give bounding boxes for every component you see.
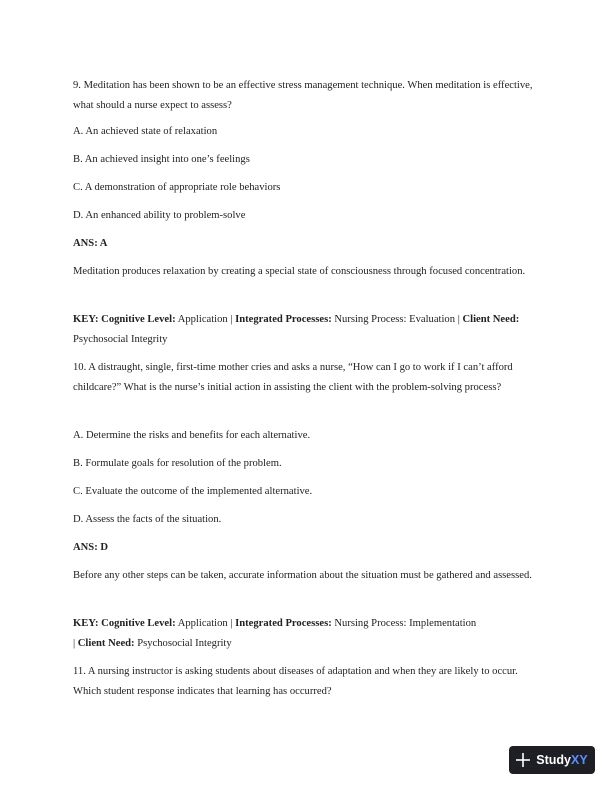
question-9-key [73, 310, 543, 350]
integrated-processes-value: Nursing Process: Implementation [334, 618, 477, 629]
plus-icon [516, 753, 530, 767]
question-10-option-d: D. Assess the facts of the situation. [73, 514, 222, 525]
question-11-text: 11. A nursing instructor is asking students about diseases of adaptation and when they are likely to occur. Which student response indicates that learning has occurred? [73, 666, 518, 697]
client-need-value: Psychosocial Integrity [137, 638, 232, 649]
question-9-option-a: A. An achieved state of relaxation [73, 126, 218, 137]
key-label: KEY: [73, 314, 99, 325]
question-9-rationale: Meditation produces relaxation by creating a special state of consciousness through focused concentration. [73, 266, 526, 277]
client-need-label: Client Need: [462, 314, 520, 325]
question-9-text: 9. Meditation has been shown to be an effective stress management technique. When meditation is effective, what should a nurse expect to assess? [73, 80, 533, 111]
brand-accent: XY [571, 753, 588, 767]
question-10-rationale: Before any other steps can be taken, accurate information about the situation must be gathered and assessed. [73, 570, 532, 581]
client-need-value: Psychosocial Integrity [73, 334, 168, 345]
integrated-processes-value: Nursing Process: Evaluation [334, 314, 456, 325]
brand-name: Study [536, 753, 572, 767]
question-10-key [73, 614, 543, 654]
client-need-label: Client Need: [77, 638, 135, 649]
question-10-text: 10. A distraught, single, first-time mother cries and asks a nurse, “How can I go to work if I can’t afford childcare?” What is the nurse’s initial action in assisting the client with the problem-solving process? [73, 362, 513, 393]
question-9-option-c: C. A demonstration of appropriate role behaviors [73, 182, 281, 193]
cognitive-level-value: Application [177, 618, 228, 629]
question-10-option-b: B. Formulate goals for resolution of the problem. [73, 458, 282, 469]
question-10-option-a: A. Determine the risks and benefits for each alternative. [73, 430, 311, 441]
question-10-answer: ANS: D [73, 542, 109, 553]
separator: | [457, 314, 460, 325]
integrated-processes-label: Integrated Processes: [235, 618, 332, 629]
question-9-option-b: B. An achieved insight into one’s feelings [73, 154, 250, 165]
question-9-option-d: D. An enhanced ability to problem-solve [73, 210, 246, 221]
key-label: KEY: [73, 618, 99, 629]
separator: | [230, 314, 233, 325]
question-10-option-c: C. Evaluate the outcome of the implemented alternative. [73, 486, 313, 497]
separator: | [230, 618, 233, 629]
cognitive-level-label: Cognitive Level: [101, 314, 176, 325]
question-9-answer: ANS: A [73, 238, 108, 249]
cognitive-level-value: Application [177, 314, 228, 325]
studyxy-badge[interactable] [509, 746, 595, 774]
integrated-processes-label: Integrated Processes: [235, 314, 332, 325]
cognitive-level-label: Cognitive Level: [101, 618, 176, 629]
separator: | [73, 638, 76, 649]
